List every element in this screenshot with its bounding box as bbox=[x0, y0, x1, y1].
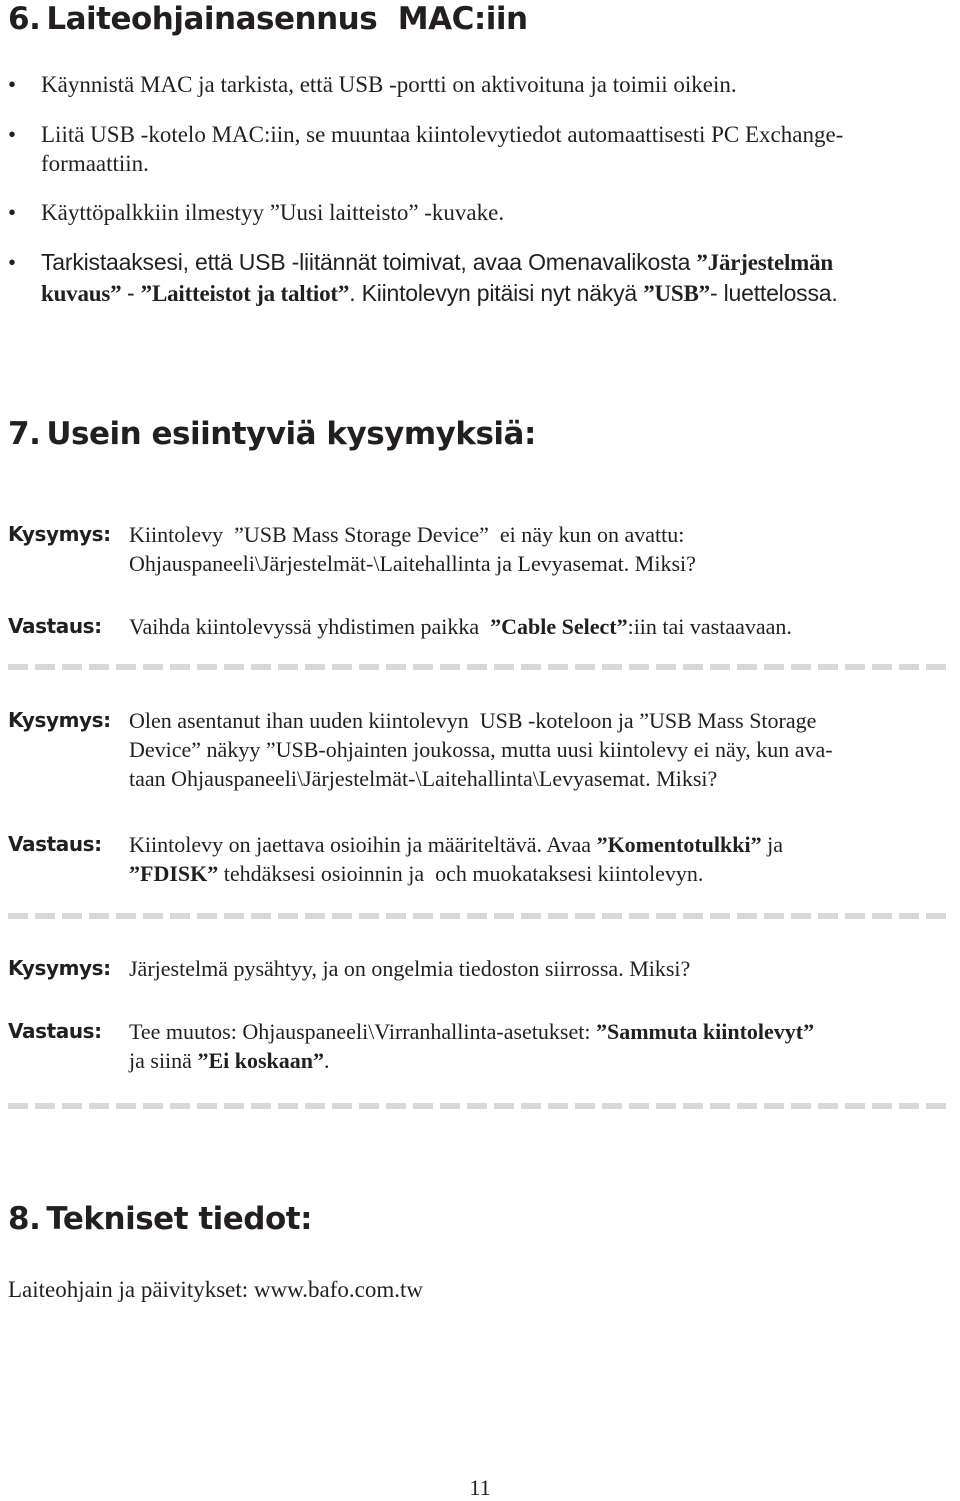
faq-question bbox=[8, 520, 953, 578]
answer-label: Vastaus: bbox=[8, 1019, 102, 1043]
answer-text-part: Kiintolevy on jaettava osioihin ja määriteltävä. Avaa bbox=[129, 832, 597, 857]
section-7-title bbox=[8, 416, 536, 452]
answer-text bbox=[129, 612, 953, 641]
bold-term: ”Komentotulkki” bbox=[596, 832, 762, 857]
faq-question bbox=[8, 954, 953, 983]
section-8-title-text: Tekniset tiedot: bbox=[46, 1201, 312, 1237]
bullet-item bbox=[8, 120, 948, 178]
question-line: Device” näkyy ”USB-ohjainten joukossa, mutta uusi kiintolevy ei näy, kun ava- bbox=[129, 737, 833, 762]
question-line: Kiintolevy ”USB Mass Storage Device” ei näy kun on avattu: bbox=[129, 522, 685, 547]
section-6-title-text: Laiteohjainasennus MAC:iin bbox=[46, 1, 528, 37]
section-8-title bbox=[8, 1201, 312, 1237]
bold-term: ”Laitteistot ja taltiot” bbox=[140, 281, 350, 306]
page-number: 11 bbox=[469, 1475, 491, 1500]
answer-text bbox=[129, 1017, 953, 1075]
dashed-divider bbox=[8, 1103, 953, 1109]
bold-term: ”FDISK” bbox=[129, 861, 219, 886]
bold-term: ”USB” bbox=[643, 281, 710, 306]
section-8-number: 8. bbox=[8, 1201, 41, 1237]
answer-text bbox=[129, 830, 953, 888]
question-label: Kysymys: bbox=[8, 708, 111, 732]
question-text bbox=[129, 520, 953, 578]
question-line: Järjestelmä pysähtyy, ja on ongelmia tiedoston siirrossa. Miksi? bbox=[129, 956, 691, 981]
driver-info-text: Laiteohjain ja päivitykset: www.bafo.com.tw bbox=[8, 1277, 423, 1302]
question-text bbox=[129, 954, 953, 983]
question-label: Kysymys: bbox=[8, 956, 111, 980]
answer-text-part: :iin tai vastaavaan. bbox=[627, 614, 792, 639]
dashed-divider bbox=[8, 664, 953, 670]
bullet-icon: • bbox=[8, 250, 16, 275]
section-6-bullet-list bbox=[8, 70, 948, 309]
bullet-item bbox=[8, 70, 948, 99]
question-line: taan Ohjauspaneeli\Järjestelmät-\Laitehallinta\Levyasemat. Miksi? bbox=[129, 766, 718, 791]
question-label: Kysymys: bbox=[8, 522, 111, 546]
section-6-number: 6. bbox=[8, 1, 41, 37]
bullet-text: - bbox=[126, 280, 141, 306]
answer-text-part: tehdäksesi osioinnin ja och muokataksesi kiintolevyn. bbox=[218, 861, 704, 886]
faq-answer bbox=[8, 612, 953, 641]
answer-text-part: ja bbox=[761, 832, 783, 857]
bullet-text: Käyttöpalkkiin ilmestyy ”Uusi laitteisto” -kuvake. bbox=[41, 200, 505, 225]
bullet-item bbox=[8, 198, 948, 227]
faq-answer bbox=[8, 1017, 953, 1075]
bullet-text: - luettelossa. bbox=[709, 280, 838, 306]
bullet-text: . Kiintolevyn pitäisi nyt näkyä bbox=[349, 280, 644, 306]
bullet-text: Käynnistä MAC ja tarkista, että USB -portti on aktivoituna ja toimii oikein. bbox=[41, 72, 737, 97]
question-line: Ohjauspaneeli\Järjestelmät-\Laitehallinta ja Levyasemat. Miksi? bbox=[129, 551, 696, 576]
section-7-title-text: Usein esiintyviä kysymyksiä: bbox=[46, 416, 536, 452]
question-line: Olen asentanut ihan uuden kiintolevyn USB -koteloon ja ”USB Mass Storage bbox=[129, 708, 817, 733]
section-6-title bbox=[8, 1, 528, 37]
answer-label: Vastaus: bbox=[8, 614, 102, 638]
answer-text-part: ja siinä bbox=[129, 1048, 198, 1073]
dashed-divider bbox=[8, 913, 953, 919]
bold-term: ”Järjestelmän bbox=[696, 250, 834, 275]
bullet-icon: • bbox=[8, 72, 17, 97]
answer-text-part: Vaihda kiintolevyssä yhdistimen paikka bbox=[129, 614, 491, 639]
answer-label: Vastaus: bbox=[8, 832, 102, 856]
question-text bbox=[129, 706, 953, 793]
bullet-text: Tarkistaaksesi, että USB -liitännät toimivat, avaa Omenavalikosta bbox=[41, 249, 697, 275]
bold-term: ”Ei koskaan” bbox=[197, 1048, 324, 1073]
bold-term: ”Sammuta kiintolevyt” bbox=[595, 1019, 815, 1044]
bullet-icon: • bbox=[8, 122, 17, 147]
bold-term: ”Cable Select” bbox=[490, 614, 628, 639]
bold-term: kuvaus” bbox=[41, 281, 127, 306]
answer-text-part: Tee muutos: Ohjauspaneeli\Virranhallinta-asetukset: bbox=[129, 1019, 596, 1044]
bullet-text-line: Liitä USB -kotelo MAC:iin, se muuntaa kiintolevytiedot automaattisesti PC Exchange- bbox=[41, 122, 844, 147]
faq-question bbox=[8, 706, 953, 793]
faq-answer bbox=[8, 830, 953, 888]
bullet-icon: • bbox=[8, 200, 17, 225]
answer-text-part: . bbox=[324, 1048, 330, 1073]
section-7-number: 7. bbox=[8, 416, 41, 452]
bullet-text-line: formaattiin. bbox=[41, 151, 149, 176]
bullet-item bbox=[8, 247, 948, 309]
